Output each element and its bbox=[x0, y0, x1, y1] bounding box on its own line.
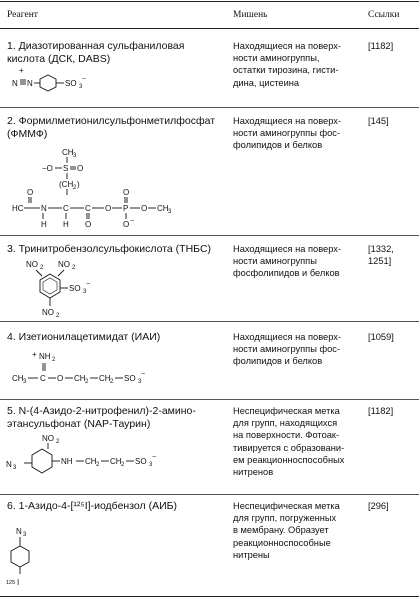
reagent-name: 5. N-(4-Азидо-2-нитрофенил)-2-амино- этансульфонат (NAP-Таурин) bbox=[7, 405, 196, 430]
structure-aib bbox=[4, 522, 64, 592]
svg-text:N: N bbox=[16, 527, 22, 536]
reagent-ref: [145] bbox=[368, 116, 389, 126]
svg-text:2: 2 bbox=[121, 462, 125, 468]
svg-text:2: 2 bbox=[110, 379, 114, 385]
structure-tnbs bbox=[12, 258, 102, 324]
svg-text:−: − bbox=[152, 454, 157, 461]
svg-text:SO: SO bbox=[124, 374, 136, 383]
svg-text:NH: NH bbox=[61, 457, 73, 466]
bottom-rule bbox=[0, 596, 419, 597]
svg-text:N: N bbox=[6, 460, 12, 469]
reagent-ref: [1059] bbox=[368, 332, 394, 342]
svg-text:O: O bbox=[123, 220, 130, 229]
svg-text:3: 3 bbox=[149, 462, 153, 468]
svg-text:3: 3 bbox=[168, 209, 172, 215]
svg-text:CH: CH bbox=[74, 374, 86, 383]
svg-text:2: 2 bbox=[52, 357, 56, 363]
svg-text:−: − bbox=[130, 218, 135, 225]
svg-text:NH: NH bbox=[39, 352, 51, 361]
reagent-name: 1. Диазотированная сульфаниловая кислота (ДСК, DABS) bbox=[7, 40, 185, 65]
svg-text:2: 2 bbox=[40, 265, 44, 271]
svg-text:HC: HC bbox=[12, 204, 24, 213]
svg-text:O: O bbox=[57, 374, 64, 383]
svg-text:+: + bbox=[19, 66, 24, 75]
svg-text:3: 3 bbox=[138, 379, 142, 385]
svg-text:3: 3 bbox=[13, 465, 17, 471]
svg-text:−: − bbox=[141, 371, 146, 378]
svg-text:O: O bbox=[105, 204, 112, 213]
svg-text:CH: CH bbox=[157, 204, 169, 213]
svg-text:2: 2 bbox=[85, 379, 89, 385]
svg-text:SO: SO bbox=[65, 79, 77, 88]
svg-text:SO: SO bbox=[69, 284, 81, 293]
reagent-name: 4. Изетионилацетимидат (ИАИ) bbox=[7, 331, 161, 343]
reagent-ref: [1332, 1251] bbox=[368, 244, 394, 267]
svg-text:−: − bbox=[86, 281, 91, 288]
structure-fmmf bbox=[12, 147, 172, 235]
reagent-target: Находящиеся на поверх- ности аминогруппы фос- фолипидов и белков bbox=[233, 332, 342, 367]
svg-text:H: H bbox=[41, 220, 47, 229]
svg-text:CH: CH bbox=[85, 457, 97, 466]
reagent-target: Находящиеся на поверх- ности аминогруппы фосфолипидов и белков bbox=[233, 244, 342, 279]
svg-text:O: O bbox=[123, 188, 130, 197]
svg-text:C: C bbox=[85, 204, 91, 213]
svg-text:−: − bbox=[82, 76, 87, 83]
svg-text:P: P bbox=[123, 204, 129, 213]
svg-text:3: 3 bbox=[79, 84, 83, 90]
row-rule bbox=[0, 321, 419, 322]
svg-text:CH: CH bbox=[99, 374, 111, 383]
svg-text:O: O bbox=[141, 204, 148, 213]
reagent-name: 6. 1-Азидо-4-[¹²⁵I]-иодбензол (АИБ) bbox=[7, 500, 178, 512]
svg-text:): ) bbox=[77, 180, 80, 189]
svg-text:C: C bbox=[63, 204, 69, 213]
svg-text:S: S bbox=[63, 164, 69, 173]
svg-text:3: 3 bbox=[23, 379, 27, 385]
reagent-target: Находящиеся на поверх- ности аминогруппы, остатки тирозина, гисти- дина, цистеина bbox=[233, 41, 342, 88]
reagent-name: 2. Формилметионилсульфонметилфосфат (ФММФ) bbox=[7, 115, 216, 140]
svg-text:CH: CH bbox=[12, 374, 24, 383]
row-rule bbox=[0, 107, 419, 108]
svg-text:N: N bbox=[27, 79, 33, 88]
svg-text:3: 3 bbox=[73, 153, 77, 159]
svg-text:O: O bbox=[77, 164, 84, 173]
reagent-ref: [1182] bbox=[368, 41, 394, 51]
svg-text:2: 2 bbox=[96, 462, 100, 468]
row-rule bbox=[0, 399, 419, 400]
svg-text:O: O bbox=[85, 220, 92, 229]
svg-text:2: 2 bbox=[56, 313, 60, 319]
svg-text:NO: NO bbox=[42, 434, 54, 443]
row-rule bbox=[0, 494, 419, 495]
svg-text:2: 2 bbox=[56, 439, 60, 445]
row-rule bbox=[0, 235, 419, 236]
svg-text:125: 125 bbox=[6, 580, 16, 586]
header-refs: Ссылки bbox=[368, 10, 400, 20]
svg-text:+: + bbox=[32, 350, 37, 359]
svg-text:SO: SO bbox=[135, 457, 147, 466]
svg-text:3: 3 bbox=[23, 532, 27, 538]
svg-text:3: 3 bbox=[83, 289, 87, 295]
svg-text:N: N bbox=[41, 204, 47, 213]
svg-text:CH: CH bbox=[62, 148, 74, 157]
reagent-target: Находящиеся на поверх- ности аминогруппы фос- фолипидов и белков bbox=[233, 116, 342, 151]
reagent-ref: [296] bbox=[368, 501, 389, 511]
svg-text:C: C bbox=[40, 374, 46, 383]
svg-text:NO: NO bbox=[26, 260, 38, 269]
svg-text:(CH: (CH bbox=[59, 180, 74, 189]
reagent-ref: [1182] bbox=[368, 406, 394, 416]
header-target: Мишень bbox=[233, 10, 268, 20]
svg-text:N: N bbox=[12, 79, 18, 88]
reagent-target: Неспецифическая метка для групп, находящихся на поверхности. Фотоак- тивируется с образовани- ем реакционноспособных нитренов bbox=[233, 406, 345, 478]
svg-text:2: 2 bbox=[73, 185, 77, 191]
header-rule bbox=[0, 28, 419, 29]
svg-text:NO: NO bbox=[58, 260, 70, 269]
svg-text:O: O bbox=[27, 188, 34, 197]
reagent-target: Неспецифическая метка для групп, погруженных в мембрану. Образует реакционноспособные нитрены bbox=[233, 501, 340, 560]
structure-dabs bbox=[12, 67, 132, 101]
svg-text:−O: −O bbox=[42, 164, 53, 173]
reagent-name: 3. Тринитробензолсульфокислота (ТНБС) bbox=[7, 243, 212, 255]
svg-text:H: H bbox=[63, 220, 69, 229]
svg-text:NO: NO bbox=[42, 308, 54, 317]
header-reagent: Реагент bbox=[7, 10, 38, 20]
svg-text:CH: CH bbox=[110, 457, 122, 466]
structure-nap-taurine bbox=[6, 433, 176, 483]
structure-iai bbox=[12, 349, 172, 395]
svg-text:2: 2 bbox=[72, 265, 76, 271]
top-rule bbox=[0, 1, 419, 2]
svg-text:I: I bbox=[17, 578, 20, 587]
